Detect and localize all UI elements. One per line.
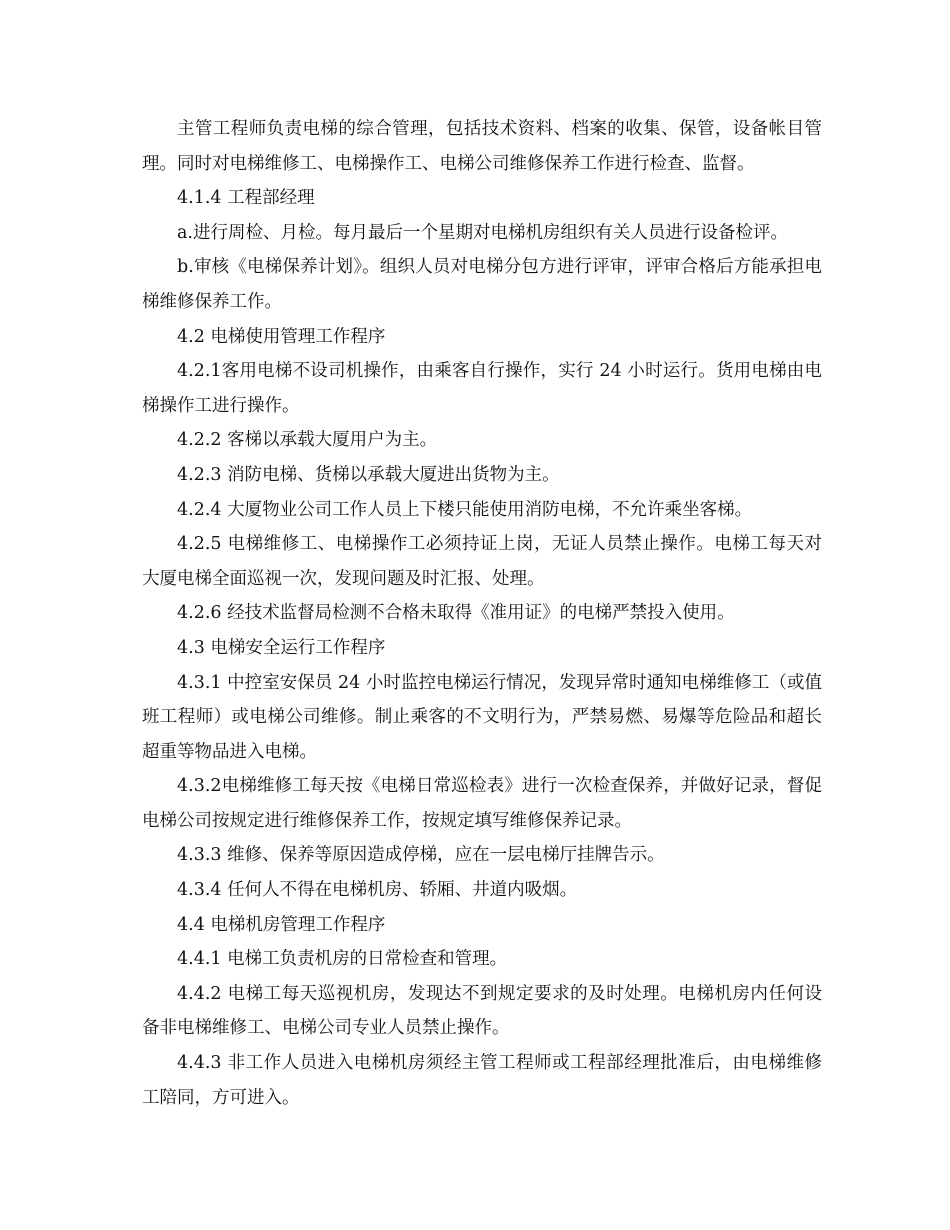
document-page	[142, 112, 822, 1115]
paragraph-4-1-4-a: a.进行周检、月检。每月最后一个星期对电梯机房组织有关人员进行设备检评。	[177, 222, 788, 243]
paragraph-4-2-2: 4.2.2 客梯以承载大厦用户为主。	[177, 430, 438, 451]
paragraph-4-3-3: 4.3.3 维修、保养等原因造成停梯，应在一层电梯厅挂牌告示。	[177, 845, 665, 866]
paragraph-4-4-2: 4.4.2 电梯工每天巡视机房，发现达不到规定要求的及时处理。电梯机房内任何设备非电梯维修工、电梯公司专业人员禁止操作。	[142, 983, 822, 1039]
paragraph-4-3-2: 4.3.2电梯维修工每天按《电梯日常巡检表》进行一次检查保养，并做好记录，督促电梯公司按规定进行维修保养工作，按规定填写维修保养记录。	[142, 776, 822, 831]
paragraph-4-2-5: 4.2.5 电梯维修工、电梯操作工必须持证上岗，无证人员禁止操作。电梯工每天对大厦电梯全面巡视一次，发现问题及时汇报、处理。	[142, 534, 822, 589]
paragraph-4-1-4-b: b.审核《电梯保养计划》。组织人员对电梯分包方进行评审，评审合格后方能承担电梯维修保养工作。	[142, 257, 822, 312]
paragraph-4-2-1: 4.2.1客用电梯不设司机操作，由乘客自行操作，实行 24 小时运行。货用电梯由电梯操作工进行操作。	[142, 361, 822, 416]
heading-4-4: 4.4 电梯机房管理工作程序	[177, 914, 386, 935]
paragraph-4-3-1: 4.3.1 中控室安保员 24 小时监控电梯运行情况，发现异常时通知电梯维修工（或值班工程师）或电梯公司维修。制止乘客的不文明行为，严禁易燃、易爆等危险品和超长超重等物品进入电梯。	[142, 672, 822, 762]
heading-4-2: 4.2 电梯使用管理工作程序	[177, 326, 386, 347]
paragraph-4-3-4: 4.3.4 任何人不得在电梯机房、轿厢、井道内吸烟。	[177, 880, 578, 901]
paragraph-4-2-4: 4.2.4 大厦物业公司工作人员上下楼只能使用消防电梯，不允许乘坐客梯。	[177, 499, 753, 520]
paragraph-4-2-3: 4.2.3 消防电梯、货梯以承载大厦进出货物为主。	[177, 464, 560, 485]
paragraph-4-4-1: 4.4.1 电梯工负责机房的日常检查和管理。	[177, 949, 508, 970]
paragraph-intro: 主管工程师负责电梯的综合管理，包括技术资料、档案的收集、保管，设备帐目管理。同时对电梯维修工、电梯操作工、电梯公司维修保养工作进行检查、监督。	[142, 119, 822, 174]
paragraph-4-4-3: 4.4.3 非工作人员进入电梯机房须经主管工程师或工程部经理批准后，由电梯维修工陪同，方可进入。	[142, 1053, 822, 1108]
heading-4-3: 4.3 电梯安全运行工作程序	[177, 637, 386, 658]
paragraph-4-2-6: 4.2.6 经技术监督局检测不合格未取得《准用证》的电梯严禁投入使用。	[177, 603, 735, 624]
heading-4-1-4: 4.1.4 工程部经理	[177, 188, 315, 209]
